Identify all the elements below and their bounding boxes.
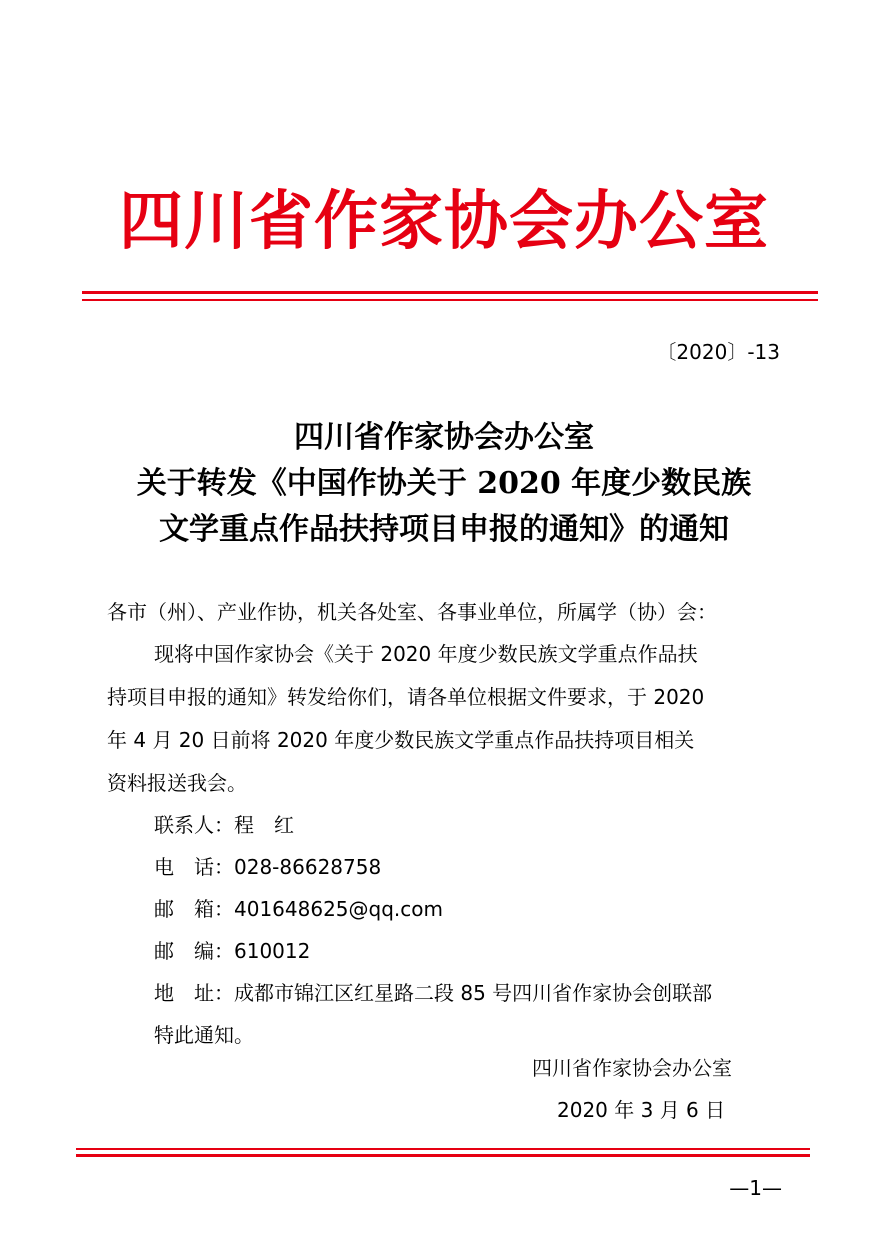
page-number: —1— bbox=[729, 1176, 782, 1200]
contact-person: 联系人：程 红 bbox=[154, 813, 294, 837]
contact-postcode: 邮 编：610012 bbox=[154, 939, 311, 963]
title-line-1: 四川省作家协会办公室 bbox=[294, 420, 594, 455]
salutation: 各市（州）、产业作协，机关各处室、各事业单位，所属学（协）会： bbox=[107, 600, 717, 624]
document-number: 〔2020〕-13 bbox=[656, 340, 780, 364]
signature-date: 2020 年 3 月 6 日 bbox=[557, 1098, 726, 1122]
title-line-2: 关于转发《中国作协关于 2020 年度少数民族 bbox=[136, 466, 752, 501]
contact-address: 地 址：成都市锦江区红星路二段 85 号四川省作家协会创联部 bbox=[154, 981, 713, 1005]
title-line-3: 文学重点作品扶持项目申报的通知》的通知 bbox=[159, 512, 729, 547]
footer-divider-bottom bbox=[76, 1154, 810, 1157]
header-divider-bottom bbox=[82, 299, 818, 301]
paragraph-line: 持项目申报的通知》转发给你们，请各单位根据文件要求，于 2020 bbox=[107, 685, 705, 709]
contact-phone: 电 话：028-86628758 bbox=[154, 855, 382, 879]
signature-org: 四川省作家协会办公室 bbox=[532, 1056, 732, 1080]
paragraph-line: 资料报送我会。 bbox=[107, 771, 247, 795]
paragraph-line: 年 4 月 20 日前将 2020 年度少数民族文学重点作品扶持项目相关 bbox=[107, 728, 695, 752]
org-header: 四川省作家协会办公室 bbox=[119, 184, 769, 259]
header-divider-top bbox=[82, 291, 818, 294]
contact-email: 邮 箱：401648625@qq.com bbox=[154, 897, 443, 921]
footer-divider-top bbox=[76, 1148, 810, 1150]
closing-text: 特此通知。 bbox=[154, 1023, 254, 1047]
paragraph-line: 现将中国作家协会《关于 2020 年度少数民族文学重点作品扶 bbox=[154, 642, 698, 666]
